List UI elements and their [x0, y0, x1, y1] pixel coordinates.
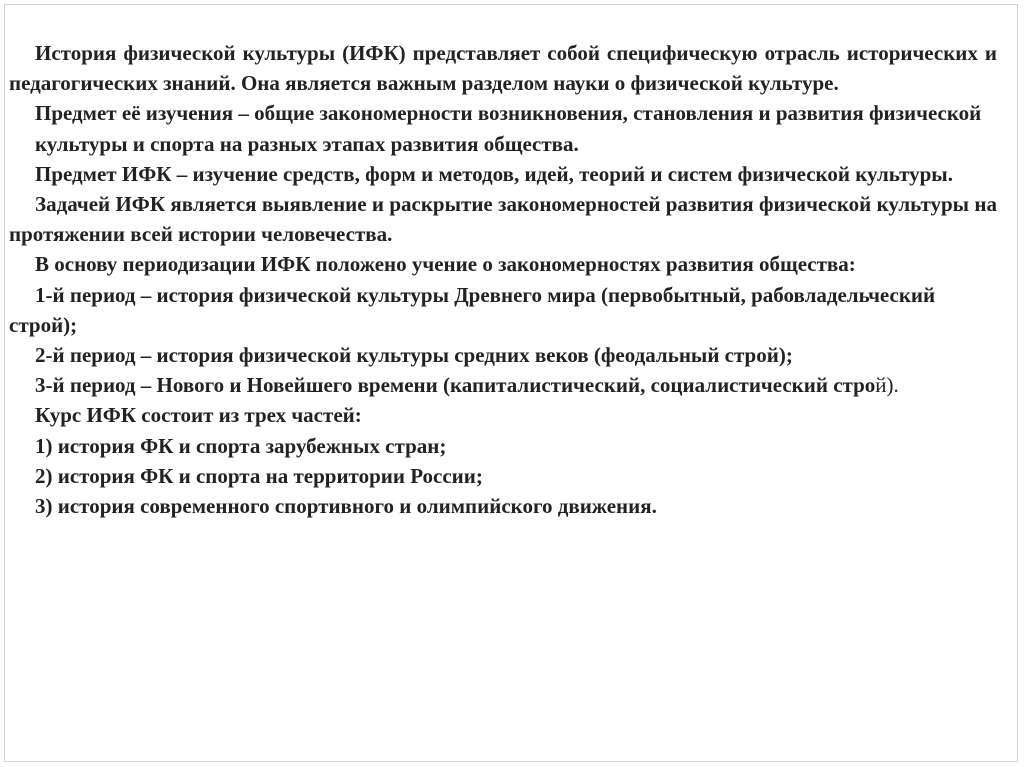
period-3 [9, 370, 997, 400]
period-3-text: 3-й период – Нового и Новейшего времени (капиталистический, социалистический стро [35, 373, 876, 398]
slide-text-body [9, 38, 997, 521]
paragraph-ifk-subject: Предмет ИФК – изучение средств, форм и методов, идей, теорий и систем физической культуры. [35, 161, 953, 186]
period-1: 1-й период – история физической культуры Древнего мира (первобытный, рабовладельческий строй); [9, 282, 936, 337]
paragraph-definition: История физической культуры (ИФК) представляет собой специфическую отрасль исторических и педагогических знаний. Она является важным разделом науки о физической культуре. [9, 41, 997, 96]
period-3-ending: й). [875, 373, 899, 398]
paragraph-ifk-task: Задачей ИФК является выявление и раскрытие закономерностей развития физической культуры на протяжении всей истории человечества. [9, 192, 997, 247]
period-2: 2-й период – история физической культуры средних веков (феодальный строй); [35, 343, 793, 368]
paragraph-study-subject: Предмет её изучения – общие закономерности возникновения, становления и развития физической [35, 101, 982, 126]
course-part-2: 2) история ФК и спорта на территории России; [35, 463, 483, 488]
paragraph-periodization: В основу периодизации ИФК положено учение о закономерностях развития общества: [35, 252, 856, 277]
course-parts-heading: Курс ИФК состоит из трех частей: [35, 403, 362, 428]
paragraph-study-subject-continued: культуры и спорта на разных этапах развития общества. [35, 131, 579, 156]
course-part-3: 3) история современного спортивного и олимпийского движения. [35, 494, 657, 519]
course-part-1: 1) история ФК и спорта зарубежных стран; [35, 433, 447, 458]
